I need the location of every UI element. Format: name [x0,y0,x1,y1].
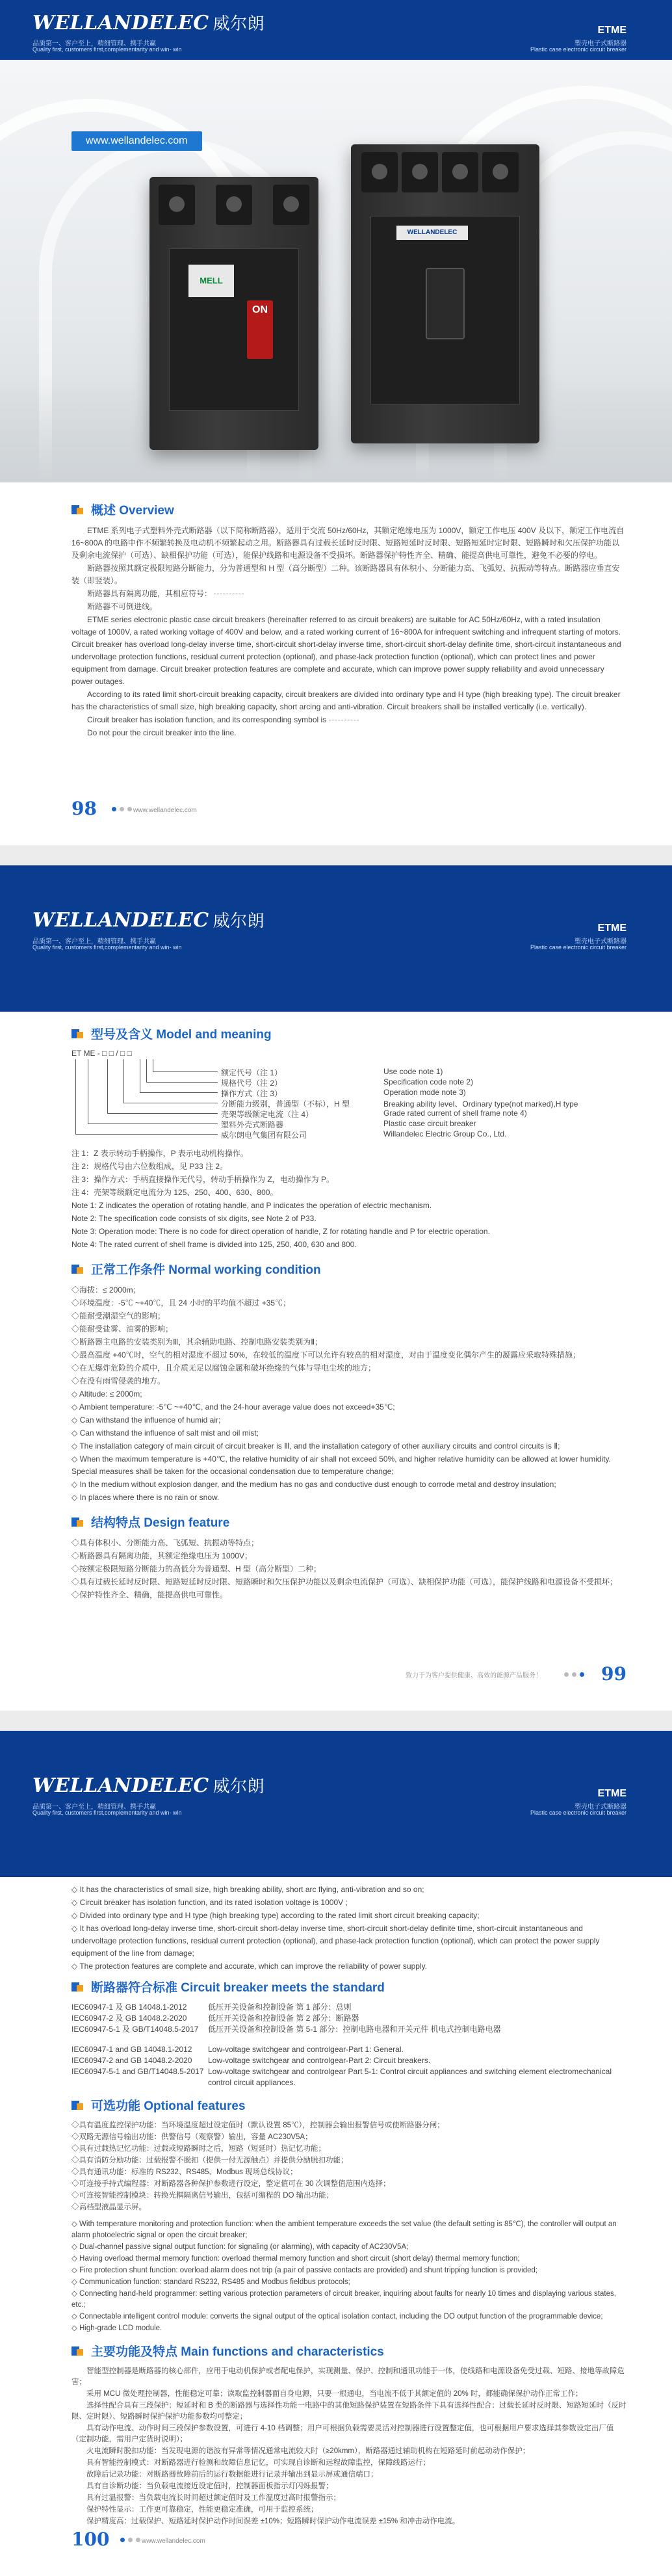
slogan-en: Quality first, customers first,complementarity and win- win [32,1809,182,1816]
optional-title: 可选功能 Optional features [71,2096,627,2114]
product-name-cn: 塑壳电子式断路器 [575,40,627,47]
slogan-cn: 品质第一、客户至上，精细管理、携手共赢 [32,40,156,47]
main-functions-body: 智能型控制器是断路器的核心部件，应用于电动机保护或者配电保护，实现测量、保护、控制和通讯功能于一体，使线路和电源设备免受过载、短路、接地等故障危害； 采用 MCU 微处理控制器，性能稳定可靠；读取监控制器面自身电源，只要一根通电，当电流不低于其额定值的 20% 时，都能确保保护动作正常工作； 选择性配合具有三段保护：短延时和 B 类的断路器与选择性功能一电路中的其他短路保护装置在短路条件下具有选择性配合：过载长延时反时限、短路短延时（反时限、定时限）、短路瞬时保护保护功能参数均可整定； 具有动作电流、动作时间三段保护参数设置，可进行 4-10 档调整；用户可根据负载需要灵活对控制器进行设置整定值，也可根据用户要求选择其参数设定出厂值（定制功能，需用户定货时说明）； 火电流瞬时脱扣功能：当发现电源的谐波有异常等情况通常电流较大时（≥20kmm），断路器通过辅助机构在短路延时前起动动作保护； 具有智能控制模式：对断路器进行检测和故障信息记忆，可实现自诊断和远程故障监控，保障线路运行； 故障后记录功能：对断路器故障前后的运行数据能进行记录并输出到显示屏或通信端口； 具有自诊断功能：当负载电流接近设定值时，控制器面板指示灯闪烁报警； 具有过温报警：当负载电流长时间超过额定值时及工作温度过高时报警指示； 保护特性显示：工作更可靠稳定，性能更稳定准确，可用于监控系统； 保护精度高：过载保护、短路延时保护动作时间误差 ±10%；短路瞬时保护动作电流误差 ±15% 和冲击动作电流。 [71,2367,627,2525]
section-icon [71,1981,86,1993]
product-name-en: Plastic case electronic circuit breaker [530,1809,627,1816]
model-item-en: Breaking ability level、Ordinary type(not marked),H type [383,1099,578,1109]
product-name-en: Plastic case electronic circuit breaker [530,46,627,53]
model-item-en: Operation mode note 3) [383,1088,466,1097]
model-diagram [71,1049,627,1166]
breaker-right-label: WELLANDELEC [396,226,468,240]
page-header [0,1731,672,1877]
breaker-left-label: MELL [188,265,234,297]
section-icon [71,504,86,516]
model-item-cn: 额定代号（注 1） [221,1068,283,1077]
page-header [0,865,672,1012]
slogan-cn: 品质第一、客户至上，精细管理、携手共赢 [32,938,156,945]
section-icon [71,1028,86,1040]
footer-slogan: 致力于为客户提供健康、高效的能源产品服务！ [406,1672,542,1679]
page100-content [71,1884,627,2528]
brand-logo: WELLANDELEC 威尔朗 [32,909,265,932]
section-icon [71,2345,86,2357]
page-number: 99 [601,1663,627,1685]
page-number: 98 [71,798,97,819]
product-name-en: Plastic case electronic circuit breaker [530,944,627,951]
footer-url: www.wellandelec.com [142,2538,205,2545]
slogan-en: Quality first, customers first,complementarity and win- win [32,944,182,951]
design-feature-body: ◇具有体积小、分断能力高、飞弧短、抗振动等特点； ◇断路器具有隔离功能，其额定绝缘电压为 1000V； ◇按额定极限短路分断能力的高低分为普通型、H 型（高分断型）二种； ◇具有过载长延时反时限、短路短延时反时限、短路瞬时和欠压保护功能以及剩余电流保护（可选）、缺相保护功能（可选），能保护线路和电源设备不受损坏； ◇保护特性齐全、精确，能提高供电可靠性。 [71,1538,618,1599]
model-code: ET ME - □ □ / □ □ [71,1049,132,1058]
overview-title: 概述 Overview [71,501,627,518]
model-item-en: Grade rated current of shell frame note 4) [383,1109,527,1118]
page-number: 100 [71,2529,110,2550]
overview-body: ETME 系列电子式塑料外壳式断路器（以下简称断路器），适用于交流 50Hz/60Hz，其额定绝缘电压为 1000V，额定工作电压 400V 及以下，额定工作电流自 16~800A 的电路中作不频繁转换及电动机不频繁起动之用。断路器具有过载长延时反时限、短路短延时反时限、短路短延时定时限、短路瞬时和欠压保护功能以及剩余电流保护（可选）、缺相保护功能（可选），能保护线路和电源设备不受损坏。断路器保护特性齐全、精确、能提高供电可靠性，避免不必要的停电。 断路器按照其额定极限短路分断能力，分为普通型和 H 型（高分断型）二种。该断路器具有体积小、分断能力高、飞弧短、抗振动等特点。断路器应垂直安装（即竖装）。 断路器具有隔离功能，其相应符号： 断路器不可倒进线。 ETME series electronic plastic case circuit breakers (hereinafter referred to as circuit breakers) are suitable for AC 50Hz/60Hz, with a rated insulation voltage of 1000V, a rated working voltage of 400V and below, and a rated working current of 16~800A for infrequent switching and infrequent starting of motors. Circuit breaker has overload long-delay inverse time, short-circuit short-delay inverse time, short-circuit short-delay definite time, short-circuit instantaneous and undervoltage protection functions, residual current protection (optional), and phase-lack protection function (optional), which can protect lines and power equipment from damage. Circuit breaker protection features are complete and accurate, which can improve power supply reliability and avoid unnecessary power outages. According to its rated limit short-circuit breaking capacity, circuit breakers are divided into ordinary type and H type (high breaking type). The circuit breaker has the characteristics of small size, high breaking capacity, short arcing and anti-vibration. Circuit breakers shall be installed vertically (i.e. vertically). Circuit breaker has isolation function, and its corresponding symbol is Do not pour the circuit breaker into the line. [71,526,625,737]
website-link[interactable]: www.wellandelec.com [71,131,202,151]
model-item-cn: 壳架等级额定电流（注 4） [221,1110,314,1119]
brand-logo: WELLANDELEC 威尔朗 [32,12,265,34]
standard-list: IEC60947-1 及 GB 14048.1-2012 低压开关设备和控制设备 第 1 部分：总则 IEC60947-2 及 GB 14048.2-2020 低压开关设备和控制设备 第 2 部分：断路器 IEC60947-5-1 及 GB/T14048.5-2017 低压开关设备和控制设备 第 5-1 部分：控制电路电器和开关元件 机电式控制电路电器 IEC60947-1 and GB 14048.1-2012 Low-voltage switchgear and controlgear-Part 1: General. IEC60947-2 and GB 14048.2-2020 Low-voltage switchgear and controlgear-Part 2: Circuit breakers. IEC60947-5-1 and GB/T14048.5-2017 Low-voltage switchgear and controlgear Part 5-1: Control circuit appliances and switching element electromechanical control circuit appliances. [71,2003,612,2087]
normal-condition-body: ◇海拔：≤ 2000m； ◇环境温度：-5℃ ~+40℃，且 24 小时的平均值不超过 +35℃； ◇能耐受潮湿空气的影响； ◇能耐受盐雾、油雾的影响； ◇断路器主电路的安装类别为Ⅲ，其余辅助电路、控制电路安装类别为Ⅱ； ◇最高温度 +40℃时，空气的相对湿度不超过 50%，在较低的温度下可以允许有较高的相对湿度，对由于温度变化偶尔产生的凝露应采取特殊措施； ◇在无爆炸危险的介质中，且介质无足以腐蚀金属和破坏绝缘的气体与导电尘埃的地方； ◇在没有雨雪侵袭的地方。 ◇ Altitude: ≤ 2000m; ◇ Ambient temperature: -5℃ ~+40℃, and the 24-hour average value does not exceed+35℃; ◇ Can withstand the influence of humid air; ◇ Can withstand the influence of salt mist and oil mist; ◇ The installation category of main circuit of circuit breaker is Ⅲ, and the installation category of other auxiliary circuits and control circuits is Ⅱ; ◇ When the maximum temperature is +40℃, the relative humidity of air shall not exceed 50%, and higher relative humidity can be allowed at lower humidity. Special measures shall be taken for the occasional condensation due to temperature change; ◇ In the medium without explosion danger, and the medium has no gas and conductive dust enough to corrode metal and destroy insulation; ◇ In places where there is no rain or snow. [71,1285,611,1502]
model-item-cn: 威尔朗电气集团有限公司 [221,1131,307,1140]
model-item-en: Use code note 1) [383,1067,443,1076]
design-feature-title: 结构特点 Design feature [71,1513,627,1531]
design-feature-en: ◇ It has the characteristics of small size, high breaking ability, short arc flying, anti-vibration and so on; ◇ Circuit breaker has isolation function, and its rated isolation voltage is 1000V ; ◇ Divided into ordinary type and H type (high breaking type) according to the rated limit short circuit breaking capacity; ◇ It has overload long-delay inverse time, short-circuit short-delay inverse time, short-circuit short-delay definite time, short-circuit instantaneous and undervoltage protection functions, residual current protection (optional), and phase-lack protection function (optional), which can protect the power supply equipment of the line from damage; ◇ The protection features are complete and accurate, which can improve the reliability of power supply. [71,1885,600,1971]
page-dots [564,1672,584,1677]
page-98 [0,0,672,845]
model-item-en: Specification code note 2) [383,1077,474,1086]
page-dots [112,807,132,811]
footer-url: www.wellandelec.com [133,807,197,814]
product-code: ETME [597,25,627,36]
breaker-left-image [149,177,318,450]
section-icon [71,1263,86,1275]
main-functions-title: 主要功能及特点 Main functions and characteristics [71,2342,627,2359]
model-item-cn: 分断能力级别，普通型（不标），H 型 [221,1099,350,1109]
product-name-cn: 塑壳电子式断路器 [575,938,627,945]
slogan-cn: 品质第一、客户至上，精细管理、携手共赢 [32,1804,156,1811]
section-icon [71,2099,86,2111]
model-item-en: Willandelec Electric Group Co., Ltd. [383,1129,507,1138]
model-section [71,1025,627,1602]
slogan-en: Quality first, customers first,complementarity and win- win [32,46,182,53]
overview-section [71,501,627,740]
product-code: ETME [597,923,627,934]
product-code: ETME [597,1788,627,1799]
hero-image [0,60,672,482]
product-name-cn: 塑壳电子式断路器 [575,1804,627,1811]
model-notes: 注 1：Z 表示转动手柄操作，P 表示电动机构操作。 注 2：规格代号由六位数组成，见 P33 注 2。 注 3：操作方式：手柄直接操作无代号，转动手柄操作为 Z，电动操作为 P。 注 4：壳架等级额定电流分为 125、250、400、630、800。 Note 1: Z indicates the operation of rotating handle, and P indicates the operation of electric mechanism. Note 2: The specification code consists of six digits, see Note 2 of P33. Note 3: Operation mode: There is no code for direct operation of handle, Z for rotating handle and P for electric operation. Note 4: The rated current of shell frame is divided into 125, 250, 400, 630 and 800. [71,1149,490,1249]
breaker-right-image [351,144,539,443]
page-header [0,0,672,60]
page-99 [0,865,672,1711]
standard-title: 断路器符合标准 Circuit breaker meets the standard [71,1978,627,1995]
model-item-cn: 操作方式（注 3） [221,1089,283,1098]
optional-body: ◇具有温度监控保护功能：当环境温度超过设定值时（默认设置 85℃），控制器会输出报警信号或使断路器分闸； ◇双路无源信号输出功能：供警信号（观察警）输出，容量 AC230V5A； ◇具有过载热记忆功能：过载或短路瞬时之后，短路（短延时）热记忆功能； ◇具有消防分励功能：过载报警不脱扣（提供一付无源触点）并提供分励脱扣功能； ◇具有通讯功能：标准的 RS232、RS485、Modbus 现场总线协议； ◇可连接手持式编程器：对断路器各种保护参数进行设定，整定值可在 30 次调整值范围内选择； ◇可连接智能控制模块：转换光耦隔离信号输出，包括可编程的 DO 输出功能； ◇高档型液晶显示屏。 ◇ With temperature monitoring and protection function: when the ambient temperature exceeds the set value (the default setting is 85℃), the controller will output an alarm photoelectric signal or open the circuit breaker; ◇ Dual-channel passive signal output function: for signaling (or alarming), with capacity of AC230V5A; ◇ Having overload thermal memory function: overload thermal memory function and short circuit (short delay) thermal memory function; ◇ Fire protection shunt function: overload alarm does not trip (a pair of passive contacts are provided) and shunt tripping function is provided; ◇ Communication function: standard RS232, RS485 and Modbus fieldbus protocols; ◇ Connecting hand-held programmer: setting various protection parameters of circuit breaker, inquiring about faults for nearly 10 times and displaying various states, etc.; ◇ Connectable intelligent control module: converts the signal output of the optical isolation contact, including the DO output function of the programmable device; ◇ High-grade LCD module. [71,2122,617,2332]
model-item-cn: 塑料外壳式断路器 [221,1120,284,1129]
model-item-en: Plastic case circuit breaker [383,1119,476,1128]
page-100 [0,1731,672,2576]
breaker-left-handle: ON [247,300,273,359]
model-item-cn: 规格代号（注 2） [221,1079,283,1088]
page-dots [120,2538,140,2542]
section-icon [71,1516,86,1528]
model-title: 型号及含义 Model and meaning [71,1025,627,1042]
normal-condition-title: 正常工作条件 Normal working condition [71,1260,627,1278]
brand-logo: WELLANDELEC 威尔朗 [32,1774,265,1797]
